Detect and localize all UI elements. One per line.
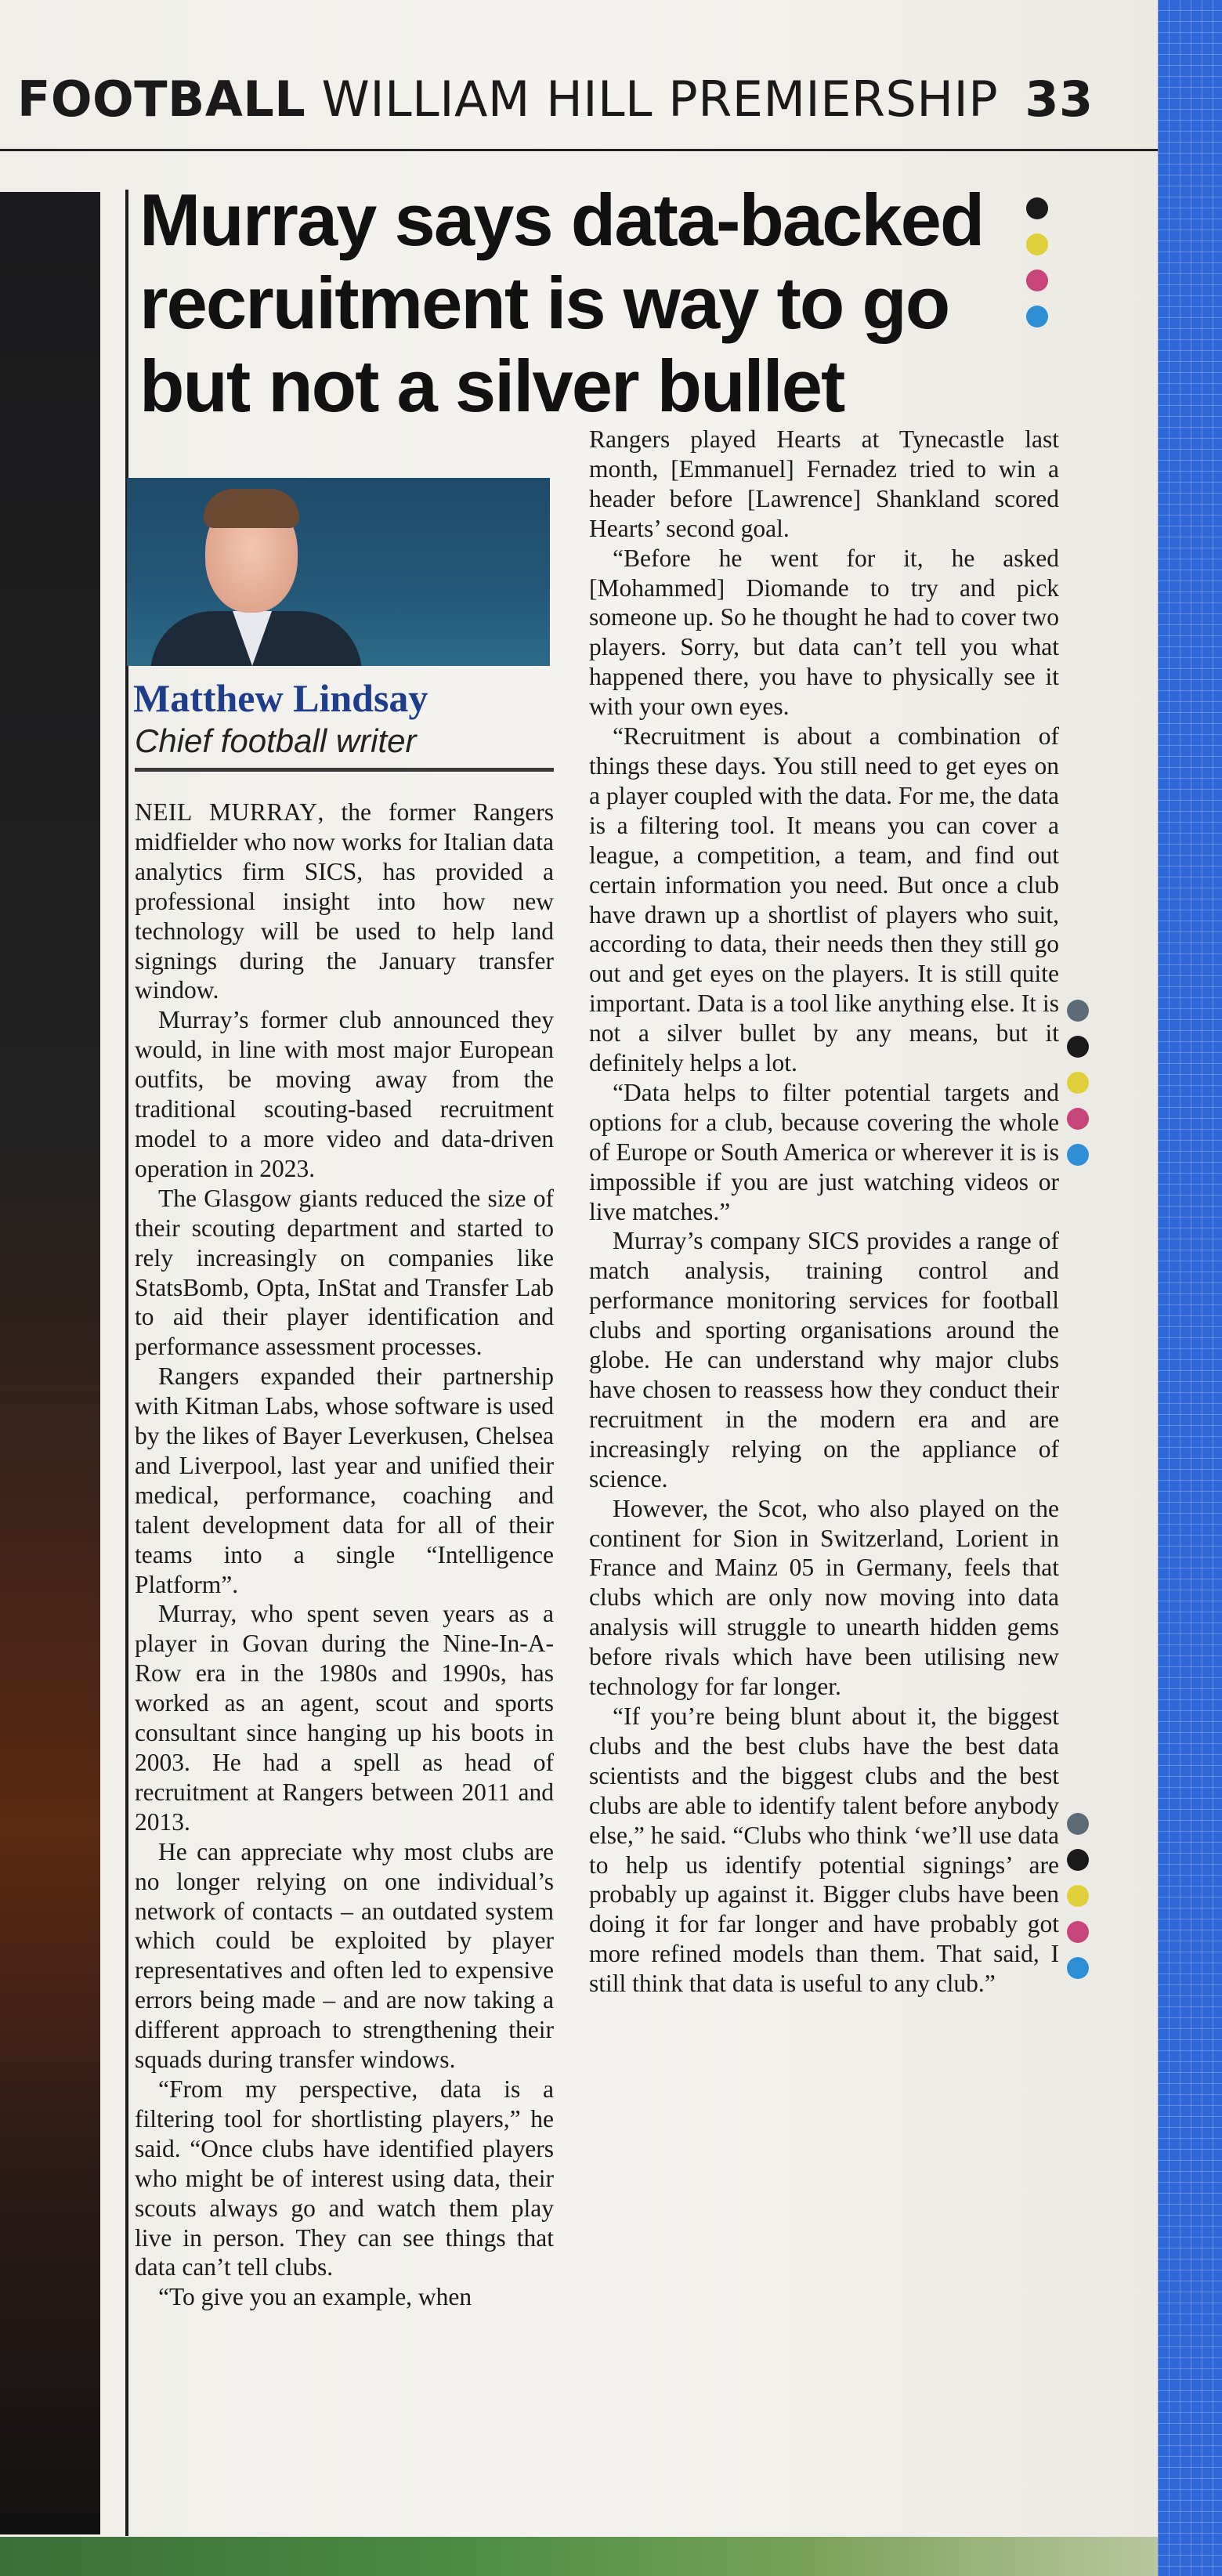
article-paragraph: “To give you an example, when — [158, 2283, 472, 2311]
decor-dot — [1067, 1921, 1089, 1943]
decor-dot — [1026, 306, 1048, 327]
decor-dot — [1067, 1072, 1089, 1094]
decor-dots-top — [1026, 197, 1048, 342]
headline: Murray says data-backed recruitment is way to go but not a silver bullet — [139, 179, 984, 427]
author-role: Chief football writer — [135, 722, 417, 759]
competition-label: WILLIAM HILL PREMIERSHIP — [321, 71, 999, 128]
decor-dot — [1067, 1957, 1089, 1979]
article-paragraph: He can appreciate why most clubs are no longer relying on one individual’s network of contacts – an outdated system which could be exploited by player representatives and often led to expensive errors being made – and are now taking a different approach to strengthening their squads during transfer windows. — [135, 1837, 554, 2074]
decor-dot — [1067, 1885, 1089, 1907]
article-text: , the former Rangers midfielder who now works for Italian data analytics firm SICS, has provided a professional insight into how new technology will be used to help land signings during the January transfer window. — [135, 798, 555, 1004]
decor-dot — [1067, 1000, 1089, 1022]
article-paragraph: Rangers expanded their partnership with Kitman Labs, whose software is used by the likes of Bayer Leverkusen, Chelsea and Liverpool, last year and unified their medical, performance, coaching and talent development data for all of their teams into a single “Intelligence Platform”. — [135, 1362, 554, 1598]
article-paragraph: “Data helps to filter potential targets and options for a club, because covering the whole of Europe or South America or wherever it is is impossible if you are just watching videos or live matches.” — [589, 1078, 1059, 1225]
author-photo — [127, 478, 550, 666]
decor-dot — [1067, 1036, 1089, 1058]
background-blue-surface — [1158, 0, 1222, 2576]
article-paragraph: “Before he went for it, he asked [Mohammed] Diomande to try and pick someone up. So he thought he had to cover two players. Sorry, but data can’t tell you what happened there, you have to physically see it with your own eyes. — [589, 544, 1059, 721]
article-lead-in: NEIL MURRAY — [135, 798, 318, 826]
article-paragraph: “From my perspective, data is a filtering tool for shortlisting players,” he said. “Once clubs have identified players who might be of interest using data, their scouts always go and watch them play live in person. They can see things that data can’t tell clubs. — [135, 2075, 554, 2281]
article-paragraph: However, the Scot, who also played on the continent for Sion in Switzerland, Lorient in France and Mainz 05 in Germany, feels that clubs which are only now moving into data analysis will struggle to unearth hidden gems before rivals which have been utilising new technology for far longer. — [589, 1494, 1059, 1701]
article-paragraph: “Recruitment is about a combination of things these days. You still need to get eyes on a player coupled with the data. For me, the data is a filtering tool. It means you can cover a league, a competition, a team, and find out certain information you need. But once a club have drawn up a shortlist of players who suit, according to data, their needs then they still go out and get eyes on the players. It is still quite important. Data is a tool like anything else. It is not a silver bullet by any means, but it definitely helps a lot. — [589, 722, 1059, 1077]
author-name: Matthew Lindsay — [133, 676, 428, 720]
page-header — [17, 71, 1094, 141]
article-paragraph: Murray, who spent seven years as a player in Govan during the Nine-In-A-Row era in the 1980s and 1990s, has worked as an agent, scout and sports consultant since hanging up his boots in 2003. He had a spell as head of recruitment at Rangers between 2011 and 2013. — [135, 1600, 554, 1836]
section-label: FOOTBALL — [17, 71, 306, 128]
article-paragraph: Rangers played Hearts at Tynecastle last month, [Emmanuel] Fernadez tried to win a header before [Lawrence] Shankland scored Hearts’ second goal. — [589, 425, 1059, 542]
article-paragraph: “If you’re being blunt about it, the biggest clubs and the best clubs have the best data scientists and the biggest clubs and the best clubs are able to identify talent before anybody else,” he said. “Clubs who think ‘we’ll use data to help us identify potential signings’ are probably up against it. Bigger clubs have been doing it for far longer and have probably got more refined models than them. That said, I still think that data is useful to any club.” — [589, 1702, 1059, 1998]
article-column-1 — [135, 798, 554, 2312]
author-photo-hair — [204, 489, 299, 528]
article-paragraph — [135, 798, 554, 1005]
decor-dot — [1026, 197, 1048, 219]
article-paragraph: Murray’s company SICS provides a range of match analysis, training control and performance monitoring services for football clubs and sporting organisations around the globe. He can understand why major clubs have chosen to reassess how they conduct their recruitment in the modern era and are increasingly relying on the appliance of science. — [589, 1227, 1059, 1492]
article-paragraph: The Glasgow giants reduced the size of their scouting department and started to rely increasingly on companies like StatsBomb, Opta, InStat and Transfer Lab to aid their player identification and performance assessment processes. — [135, 1184, 554, 1361]
article-column-2 — [589, 425, 1059, 1999]
decor-dot — [1026, 270, 1048, 291]
decor-dot — [1067, 1144, 1089, 1166]
decor-dot — [1067, 1108, 1089, 1130]
decor-dot — [1026, 233, 1048, 255]
article-paragraph: Murray’s former club announced they would, in line with most major European outfits, be moving away from the traditional scouting-based recruitment model to a more video and data-driven operation in 2023. — [135, 1006, 554, 1182]
byline-rule — [135, 768, 554, 772]
page-number: 33 — [1025, 71, 1094, 128]
decor-dot — [1067, 1849, 1089, 1871]
decor-dot — [1067, 1813, 1089, 1835]
decor-dots-middle — [1067, 1000, 1089, 1180]
decor-dots-bottom — [1067, 1813, 1089, 1993]
header-rule — [0, 149, 1158, 151]
adjacent-page-strip — [0, 2537, 1158, 2576]
adjacent-photo-strip — [0, 192, 100, 2534]
